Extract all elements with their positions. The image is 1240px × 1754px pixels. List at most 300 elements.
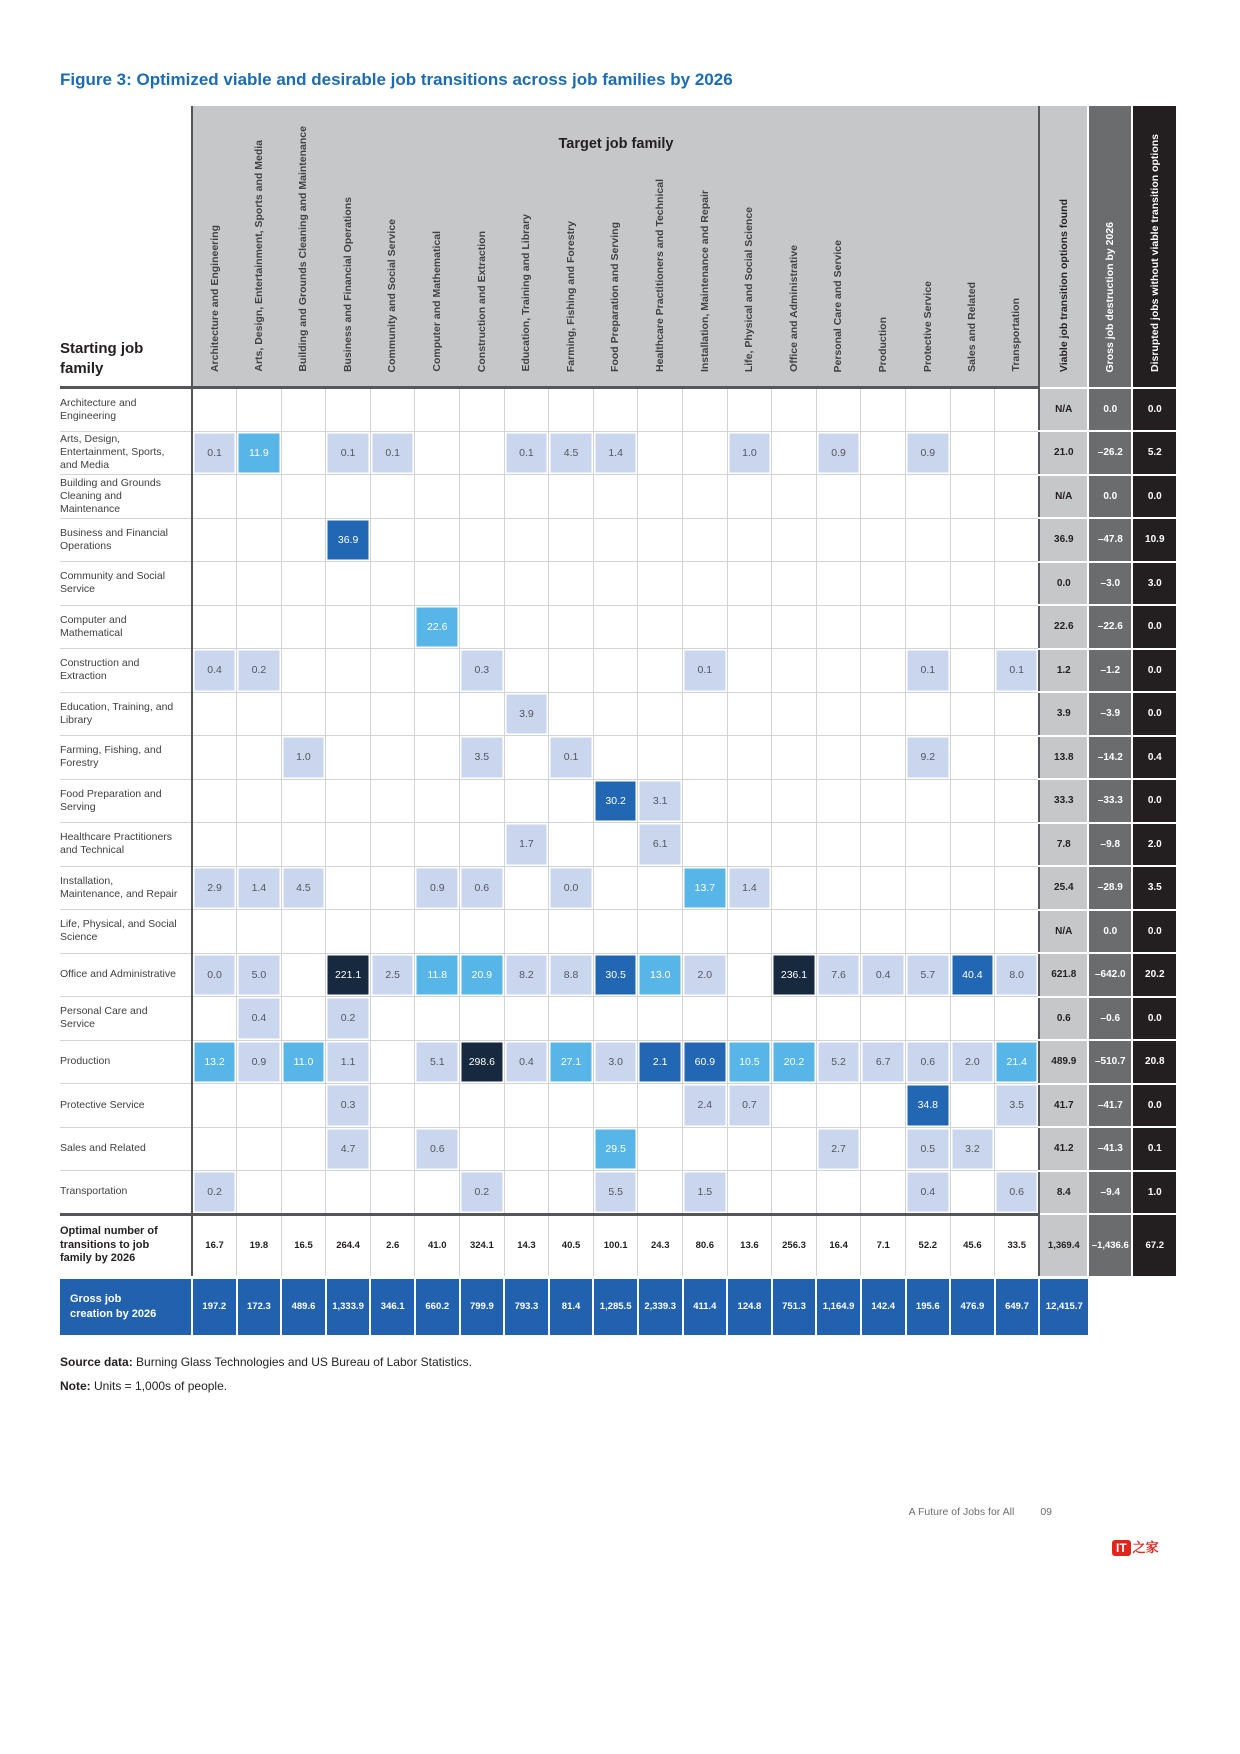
matrix-cell [504, 779, 549, 823]
matrix-cell [281, 1084, 326, 1128]
row-label: Arts, Design, Entertainment, Sports, and Media [60, 431, 192, 475]
matrix-cell [415, 1084, 460, 1128]
matrix-cell [861, 779, 906, 823]
viable-cell: 22.6 [1039, 605, 1088, 649]
matrix-cell [727, 910, 772, 954]
viable-cell: N/A [1039, 910, 1088, 954]
matrix-cell [460, 475, 505, 519]
creation-empty-cell [1088, 1277, 1132, 1335]
matrix-cell [237, 1084, 282, 1128]
matrix-cell [415, 823, 460, 867]
matrix-cell [772, 518, 817, 562]
matrix-cell [593, 692, 638, 736]
matrix-cell [906, 475, 951, 519]
matrix-cell [995, 866, 1040, 910]
matrix-cell [370, 997, 415, 1041]
matrix-cell [683, 1127, 728, 1171]
matrix-cell [192, 1127, 237, 1171]
optimal-cell: 52.2 [906, 1214, 951, 1277]
matrix-cell [460, 1127, 505, 1171]
matrix-cell [237, 562, 282, 606]
viable-cell: 25.4 [1039, 866, 1088, 910]
disrupted-cell: 0.0 [1132, 1084, 1176, 1128]
matrix-cell [995, 388, 1040, 432]
matrix-cell: 30.5 [593, 953, 638, 997]
matrix-cell [906, 823, 951, 867]
matrix-cell [772, 1127, 817, 1171]
matrix-cell [504, 649, 549, 693]
matrix-cell: 0.2 [460, 1171, 505, 1215]
figure-title: Figure 3: Optimized viable and desirable job transitions across job families by 2026 [60, 70, 733, 89]
matrix-cell: 1.4 [727, 866, 772, 910]
creation-cell: 799.9 [460, 1277, 505, 1335]
matrix-cell [593, 823, 638, 867]
matrix-cell: 20.9 [460, 953, 505, 997]
matrix-cell [861, 649, 906, 693]
matrix-cell: 0.2 [237, 649, 282, 693]
matrix-cell [816, 388, 861, 432]
matrix-cell [415, 692, 460, 736]
matrix-cell [816, 518, 861, 562]
matrix-cell [772, 736, 817, 780]
creation-cell: 489.6 [281, 1277, 326, 1335]
matrix-cell [370, 736, 415, 780]
matrix-cell [861, 562, 906, 606]
matrix-cell [192, 605, 237, 649]
matrix-cell: 3.9 [504, 692, 549, 736]
gross-destruction-cell: –47.8 [1088, 518, 1132, 562]
matrix-cell: 27.1 [549, 1040, 594, 1084]
matrix-cell: 11.8 [415, 953, 460, 997]
matrix-cell [638, 866, 683, 910]
matrix-cell [415, 388, 460, 432]
matrix-cell [326, 823, 371, 867]
creation-cell: 172.3 [237, 1277, 282, 1335]
matrix-cell [281, 953, 326, 997]
matrix-cell [326, 692, 371, 736]
matrix-cell: 20.2 [772, 1040, 817, 1084]
matrix-cell [192, 823, 237, 867]
row-label: Installation, Maintenance, and Repair [60, 866, 192, 910]
matrix-cell [281, 910, 326, 954]
matrix-cell [727, 823, 772, 867]
matrix-cell: 5.0 [237, 953, 282, 997]
matrix-cell [237, 605, 282, 649]
matrix-cell [906, 692, 951, 736]
matrix-cell: 8.0 [995, 953, 1040, 997]
matrix-cell [995, 910, 1040, 954]
creation-row-label: Gross job creation by 2026 [60, 1277, 192, 1335]
source-label: Source data: [60, 1354, 133, 1369]
matrix-cell [192, 736, 237, 780]
target-col-header-label: Food Preparation and Serving [609, 222, 622, 372]
matrix-cell [772, 605, 817, 649]
matrix-cell [727, 649, 772, 693]
target-col-header-label: Transportation [1010, 298, 1023, 372]
matrix-cell [950, 431, 995, 475]
matrix-cell [950, 779, 995, 823]
optimal-cell: 13.6 [727, 1214, 772, 1277]
matrix-cell [638, 1127, 683, 1171]
matrix-cell [861, 997, 906, 1041]
optimal-cell: 16.7 [192, 1214, 237, 1277]
matrix-cell [593, 736, 638, 780]
matrix-cell: 0.1 [995, 649, 1040, 693]
matrix-cell [772, 997, 817, 1041]
matrix-cell [415, 736, 460, 780]
matrix-cell [638, 1171, 683, 1215]
matrix-cell [504, 736, 549, 780]
matrix-cell [683, 692, 728, 736]
matrix-cell [906, 562, 951, 606]
matrix-cell [861, 605, 906, 649]
matrix-cell [281, 562, 326, 606]
matrix-cell [281, 649, 326, 693]
matrix-cell [683, 823, 728, 867]
optimal-cell: 16.4 [816, 1214, 861, 1277]
target-col-header-label: Community and Social Service [386, 218, 399, 372]
matrix-cell [638, 692, 683, 736]
ithome-logo-it: IT [1112, 1540, 1131, 1556]
matrix-cell: 0.1 [504, 431, 549, 475]
matrix-cell [504, 910, 549, 954]
matrix-cell [504, 475, 549, 519]
matrix-cell [549, 1084, 594, 1128]
matrix-cell [192, 562, 237, 606]
matrix-cell [326, 649, 371, 693]
creation-cell: 346.1 [370, 1277, 415, 1335]
optimal-cell: 324.1 [460, 1214, 505, 1277]
matrix-cell: 3.5 [995, 1084, 1040, 1128]
matrix-cell [326, 779, 371, 823]
matrix-cell [192, 910, 237, 954]
matrix-cell: 0.1 [326, 431, 371, 475]
matrix-cell [504, 518, 549, 562]
matrix-cell [995, 736, 1040, 780]
gross-destruction-cell: 0.0 [1088, 388, 1132, 432]
matrix-cell [861, 1084, 906, 1128]
target-col-header-label: Personal Care and Service [832, 239, 845, 372]
viable-cell: 3.9 [1039, 692, 1088, 736]
viable-cell: 13.8 [1039, 736, 1088, 780]
matrix-cell: 40.4 [950, 953, 995, 997]
matrix-cell: 5.1 [415, 1040, 460, 1084]
matrix-cell: 7.6 [816, 953, 861, 997]
matrix-cell: 1.5 [683, 1171, 728, 1215]
matrix-cell: 13.2 [192, 1040, 237, 1084]
matrix-cell [460, 692, 505, 736]
optimal-cell: 264.4 [326, 1214, 371, 1277]
gross-destruction-cell: –9.8 [1088, 823, 1132, 867]
row-label: Office and Administrative [60, 953, 192, 997]
matrix-cell [504, 388, 549, 432]
matrix-cell [237, 1171, 282, 1215]
matrix-cell [638, 736, 683, 780]
matrix-cell [995, 692, 1040, 736]
matrix-cell [593, 910, 638, 954]
matrix-cell [816, 692, 861, 736]
matrix-cell: 29.5 [593, 1127, 638, 1171]
matrix-cell [504, 997, 549, 1041]
matrix-cell [772, 388, 817, 432]
row-label: Community and Social Service [60, 562, 192, 606]
matrix-cell [415, 475, 460, 519]
matrix-cell [326, 475, 371, 519]
matrix-cell: 2.4 [683, 1084, 728, 1128]
matrix-cell [995, 823, 1040, 867]
matrix-cell: 236.1 [772, 953, 817, 997]
matrix-cell [950, 388, 995, 432]
matrix-cell: 3.5 [460, 736, 505, 780]
matrix-cell [281, 823, 326, 867]
gross-destruction-cell: –1.2 [1088, 649, 1132, 693]
matrix-cell [549, 388, 594, 432]
matrix-cell: 0.6 [906, 1040, 951, 1084]
creation-cell: 411.4 [683, 1277, 728, 1335]
matrix-cell [950, 692, 995, 736]
row-label: Healthcare Practitioners and Technical [60, 823, 192, 867]
matrix-cell [370, 823, 415, 867]
book-title: A Future of Jobs for All [908, 1506, 1015, 1518]
matrix-cell: 0.4 [192, 649, 237, 693]
matrix-cell: 0.4 [906, 1171, 951, 1215]
matrix-cell [192, 779, 237, 823]
row-label: Food Preparation and Serving [60, 779, 192, 823]
matrix-cell: 3.0 [593, 1040, 638, 1084]
optimal-cell: 16.5 [281, 1214, 326, 1277]
matrix-cell [192, 997, 237, 1041]
matrix-cell [281, 692, 326, 736]
matrix-cell [950, 1171, 995, 1215]
disrupted-cell: 2.0 [1132, 823, 1176, 867]
matrix-cell [460, 431, 505, 475]
matrix-cell [370, 910, 415, 954]
target-col-header-label: Construction and Extraction [475, 230, 488, 372]
target-col-header-label: Computer and Mathematical [431, 231, 444, 372]
matrix-cell: 1.0 [727, 431, 772, 475]
matrix-cell [683, 779, 728, 823]
matrix-cell [772, 649, 817, 693]
matrix-cell [281, 518, 326, 562]
disrupted-cell: 5.2 [1132, 431, 1176, 475]
matrix-cell [370, 1040, 415, 1084]
matrix-cell: 0.1 [906, 649, 951, 693]
optimal-cell: 41.0 [415, 1214, 460, 1277]
row-label: Transportation [60, 1171, 192, 1215]
matrix-cell [995, 518, 1040, 562]
matrix-cell [237, 736, 282, 780]
matrix-cell: 0.2 [326, 997, 371, 1041]
matrix-cell [460, 823, 505, 867]
gross-destruction-cell: 0.0 [1088, 475, 1132, 519]
disrupted-cell: 0.0 [1132, 779, 1176, 823]
disrupted-cell: 0.4 [1132, 736, 1176, 780]
matrix-cell [995, 997, 1040, 1041]
matrix-cell [683, 518, 728, 562]
matrix-cell [950, 823, 995, 867]
matrix-cell [237, 388, 282, 432]
viable-cell: 33.3 [1039, 779, 1088, 823]
matrix-cell [415, 649, 460, 693]
matrix-cell: 0.1 [683, 649, 728, 693]
optimal-cell: 14.3 [504, 1214, 549, 1277]
matrix-cell [861, 910, 906, 954]
matrix-cell [415, 779, 460, 823]
target-col-header-label: Arts, Design, Entertainment, Sports and Media [252, 140, 265, 372]
target-col-header-label: Education, Training and Library [520, 214, 533, 372]
summary-header-disr [1132, 106, 1176, 388]
optimal-row-label: Optimal number of transitions to job family by 2026 [60, 1214, 192, 1277]
matrix-cell [950, 475, 995, 519]
matrix-cell [593, 866, 638, 910]
matrix-cell [460, 997, 505, 1041]
creation-cell: 1,285.5 [593, 1277, 638, 1335]
matrix-cell: 6.1 [638, 823, 683, 867]
target-col-header-label: Building and Grounds Cleaning and Maintenance [297, 126, 310, 372]
ithome-logo [1112, 1537, 1159, 1557]
matrix-cell [281, 1171, 326, 1215]
matrix-cell [326, 1171, 371, 1215]
matrix-cell [549, 605, 594, 649]
row-label: Construction and Extraction [60, 649, 192, 693]
matrix-cell [415, 1171, 460, 1215]
matrix-cell: 0.9 [906, 431, 951, 475]
matrix-cell [727, 562, 772, 606]
viable-cell: 0.6 [1039, 997, 1088, 1041]
matrix-cell [593, 649, 638, 693]
matrix-cell [638, 997, 683, 1041]
matrix-cell: 1.4 [593, 431, 638, 475]
row-label: Life, Physical, and Social Science [60, 910, 192, 954]
matrix-cell [593, 605, 638, 649]
matrix-cell [638, 388, 683, 432]
matrix-cell: 0.1 [370, 431, 415, 475]
matrix-cell [772, 1084, 817, 1128]
matrix-cell [638, 649, 683, 693]
gross-destruction-cell: –642.0 [1088, 953, 1132, 997]
optimal-cell: 256.3 [772, 1214, 817, 1277]
matrix-cell [549, 779, 594, 823]
matrix-cell: 5.5 [593, 1171, 638, 1215]
matrix-cell [950, 562, 995, 606]
matrix-cell [460, 605, 505, 649]
matrix-cell [816, 475, 861, 519]
matrix-cell [370, 1127, 415, 1171]
viable-cell: 0.0 [1039, 562, 1088, 606]
transition-matrix [60, 106, 1180, 1335]
matrix-cell [727, 736, 772, 780]
row-axis-label: Starting job family [60, 340, 144, 377]
matrix-cell [816, 1171, 861, 1215]
matrix-cell [950, 649, 995, 693]
matrix-cell: 0.1 [192, 431, 237, 475]
optimal-cell: 100.1 [593, 1214, 638, 1277]
matrix-cell [326, 562, 371, 606]
matrix-cell [906, 866, 951, 910]
matrix-cell [549, 475, 594, 519]
matrix-cell [370, 605, 415, 649]
matrix-cell [504, 866, 549, 910]
matrix-cell [192, 1084, 237, 1128]
matrix-cell [326, 910, 371, 954]
target-col-header-label: Farming, Fishing and Forestry [564, 220, 577, 372]
matrix-cell [950, 518, 995, 562]
matrix-cell [460, 388, 505, 432]
matrix-cell: 8.8 [549, 953, 594, 997]
matrix-cell [995, 605, 1040, 649]
matrix-cell [237, 475, 282, 519]
matrix-cell [460, 1084, 505, 1128]
matrix-cell: 10.5 [727, 1040, 772, 1084]
matrix-cell [772, 475, 817, 519]
creation-cell: 81.4 [549, 1277, 594, 1335]
matrix-cell [281, 605, 326, 649]
matrix-cell: 34.8 [906, 1084, 951, 1128]
matrix-cell [683, 388, 728, 432]
matrix-cell [861, 518, 906, 562]
row-label: Farming, Fishing, and Forestry [60, 736, 192, 780]
disrupted-cell: 0.0 [1132, 997, 1176, 1041]
matrix-cell: 2.9 [192, 866, 237, 910]
matrix-cell [192, 518, 237, 562]
creation-total [1039, 1277, 1088, 1335]
optimal-cell: 24.3 [638, 1214, 683, 1277]
target-col-header-label: Production [876, 316, 889, 372]
matrix-cell [415, 518, 460, 562]
matrix-cell: 0.7 [727, 1084, 772, 1128]
matrix-cell [727, 475, 772, 519]
matrix-cell [370, 388, 415, 432]
matrix-cell: 0.9 [415, 866, 460, 910]
matrix-cell [281, 431, 326, 475]
matrix-cell [460, 779, 505, 823]
matrix-cell: 3.2 [950, 1127, 995, 1171]
matrix-cell [370, 562, 415, 606]
matrix-cell [281, 779, 326, 823]
matrix-cell [192, 475, 237, 519]
matrix-cell [727, 997, 772, 1041]
matrix-cell: 13.0 [638, 953, 683, 997]
gross-destruction-cell: –3.0 [1088, 562, 1132, 606]
matrix-cell [504, 562, 549, 606]
gross-destruction-cell: –26.2 [1088, 431, 1132, 475]
matrix-cell [816, 562, 861, 606]
matrix-cell: 11.9 [237, 431, 282, 475]
matrix-cell: 0.2 [192, 1171, 237, 1215]
matrix-cell [549, 562, 594, 606]
matrix-cell [593, 1084, 638, 1128]
matrix-cell [816, 997, 861, 1041]
disrupted-cell: 0.0 [1132, 475, 1176, 519]
matrix-cell [683, 605, 728, 649]
starting-job-family-header [60, 106, 192, 388]
matrix-cell [281, 475, 326, 519]
matrix-cell [906, 997, 951, 1041]
gross-destruction-cell: –0.6 [1088, 997, 1132, 1041]
optimal-disrupted-total: 67.2 [1132, 1214, 1176, 1277]
matrix-cell [906, 779, 951, 823]
optimal-cell: 2.6 [370, 1214, 415, 1277]
matrix-cell [281, 997, 326, 1041]
matrix-cell: 0.3 [326, 1084, 371, 1128]
matrix-cell [638, 518, 683, 562]
matrix-cell [950, 605, 995, 649]
optimal-cell: 7.1 [861, 1214, 906, 1277]
disrupted-cell: 0.0 [1132, 910, 1176, 954]
disrupted-cell: 0.0 [1132, 692, 1176, 736]
creation-cell: 142.4 [861, 1277, 906, 1335]
matrix-cell: 21.4 [995, 1040, 1040, 1084]
